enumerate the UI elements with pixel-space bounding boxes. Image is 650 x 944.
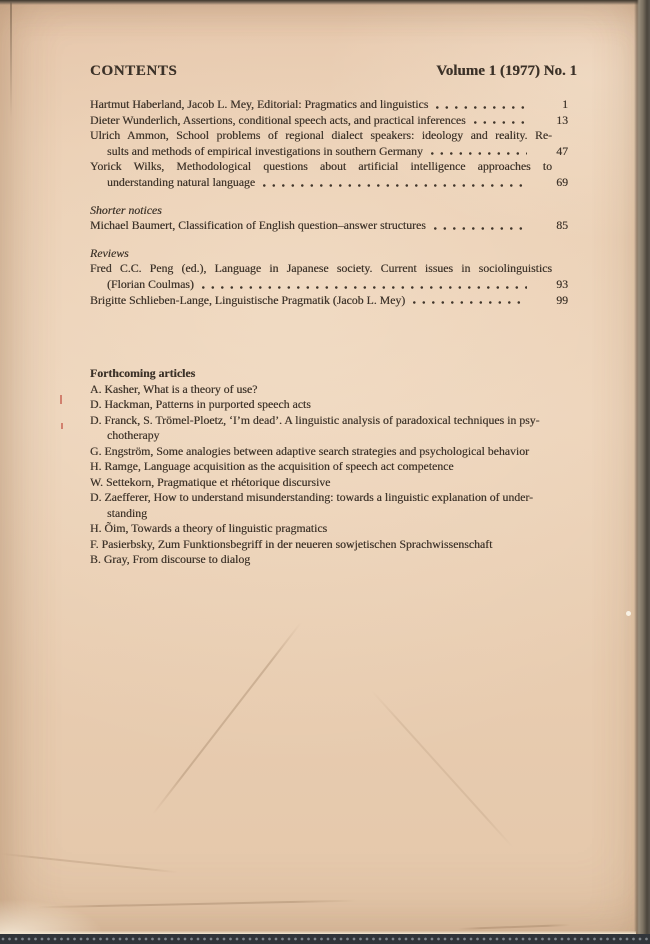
toc-entry-last-line <box>90 97 568 113</box>
forthcoming-heading: Forthcoming articles <box>90 366 196 381</box>
dot-leader <box>431 151 527 156</box>
forthcoming-item <box>90 382 577 398</box>
forthcoming-item-line: D. Zaefferer, How to understand misunderstanding: towards a linguistic explanation of under- <box>90 490 533 505</box>
scan-edge-top <box>0 0 650 5</box>
forthcoming-item <box>90 413 577 444</box>
forthcoming-item <box>90 537 577 553</box>
page-content <box>90 62 577 568</box>
entry-text: (Florian Coulmas) <box>107 276 194 291</box>
toc-entry-last-line <box>90 218 568 234</box>
dot-leader <box>436 105 527 110</box>
section-heading: Reviews <box>90 245 129 260</box>
scanner-strip-bottom <box>0 934 650 944</box>
toc-entry <box>90 113 568 129</box>
entry-text: understanding natural language <box>107 174 256 189</box>
forthcoming-item-line: H. Ramge, Language acquisition as the acquisition of speech act competence <box>90 459 454 474</box>
toc-entry-last-line <box>90 293 568 309</box>
red-pen-mark <box>60 395 62 404</box>
forthcoming-item-line: A. Kasher, What is a theory of use? <box>90 381 258 396</box>
forthcoming-item-line: F. Pasierbsky, Zum Funktionsbegriff in der neueren sowjetischen Sprachwissenschaft <box>90 536 493 551</box>
entry-text: Yorick Wilks, Methodological questions about artificial intelligence approaches to <box>90 159 552 174</box>
forthcoming-item <box>90 444 577 460</box>
entry-text: Ulrich Ammon, School problems of regional dialect speakers: ideology and reality. Re- <box>90 128 552 143</box>
paper-crease <box>371 690 513 847</box>
page-number: 85 <box>556 218 568 233</box>
entry-text: Brigitte Schlieben-Lange, Linguistische Pragmatik (Jacob L. Mey) <box>90 292 406 307</box>
toc-entry-last-line <box>107 175 568 191</box>
forthcoming-item <box>90 397 577 413</box>
forthcoming-item-line: D. Hackman, Patterns in purported speech acts <box>90 397 311 412</box>
section-heading: Shorter notices <box>90 202 162 217</box>
red-pen-mark <box>61 423 63 429</box>
forthcoming-item-line: G. Engström, Some analogies between adaptive search strategies and psychological behavior <box>90 443 529 458</box>
paper-crease <box>152 622 302 815</box>
page-number: 47 <box>556 143 568 158</box>
paper-crease <box>0 853 177 874</box>
scan-edge-right <box>634 0 650 936</box>
page-number: 99 <box>556 292 568 307</box>
forthcoming-item-line: W. Settekorn, Pragmatique et rhétorique discursive <box>90 474 331 489</box>
toc-entry <box>90 293 568 309</box>
forthcoming-item <box>90 552 577 568</box>
dot-leader <box>474 120 527 125</box>
dot-leader <box>434 226 527 231</box>
forthcoming-item <box>90 475 577 491</box>
forthcoming-item <box>90 521 577 537</box>
toc-entry <box>90 218 568 234</box>
page-number: 13 <box>556 112 568 127</box>
page-number: 1 <box>562 97 568 111</box>
forthcoming-item-line: H. Õim, Towards a theory of linguistic pragmatics <box>90 521 328 536</box>
entry-text: Dieter Wunderlich, Assertions, conditional speech acts, and practical inferences <box>90 112 466 127</box>
entry-text: Michael Baumert, Classification of English question–answer structures <box>90 218 426 233</box>
entry-text: Hartmut Haberland, Jacob L. Mey, Editorial: Pragmatics and linguistics <box>90 97 429 111</box>
entry-text: sults and methods of empirical investigations in southern Germany <box>107 143 423 158</box>
issue-label: Volume 1 (1977) No. 1 <box>436 63 577 79</box>
forthcoming-item-line: D. Franck, S. Trömel-Ploetz, ‘I’m dead’. A linguistic analysis of paradoxical techniques in psy- <box>90 412 540 427</box>
entry-text: Fred C.C. Peng (ed.), Language in Japanese society. Current issues in sociolinguistics <box>90 261 552 276</box>
toc-entry-last-line <box>90 113 568 129</box>
forthcoming-item-line: standing <box>107 505 147 520</box>
paper-speck <box>626 611 631 616</box>
toc-entry <box>90 128 568 159</box>
toc-entry <box>90 261 568 292</box>
dot-leader <box>202 285 527 290</box>
scan-line-top-left <box>10 0 12 118</box>
dot-leader <box>263 183 527 188</box>
paper-crease <box>458 924 570 930</box>
toc-entry <box>90 159 568 190</box>
dot-leader <box>413 300 527 305</box>
page-header <box>90 62 577 80</box>
forthcoming-item <box>90 490 577 521</box>
forthcoming-item-line: B. Gray, From discourse to dialog <box>90 552 251 567</box>
forthcoming-item <box>90 459 577 475</box>
page-number: 69 <box>556 174 568 189</box>
toc-sections <box>90 203 577 309</box>
forthcoming-section <box>90 366 577 568</box>
page-number: 93 <box>556 276 568 291</box>
forthcoming-item-list <box>90 382 577 568</box>
forthcoming-item-line: chotherapy <box>107 428 160 443</box>
toc-section <box>90 246 568 308</box>
page-title: CONTENTS <box>90 63 178 79</box>
toc-entry <box>90 97 568 113</box>
toc-section <box>90 203 568 234</box>
toc-entry-last-line <box>107 277 568 293</box>
toc-article-list <box>90 97 568 191</box>
toc-entry-last-line <box>107 144 568 160</box>
